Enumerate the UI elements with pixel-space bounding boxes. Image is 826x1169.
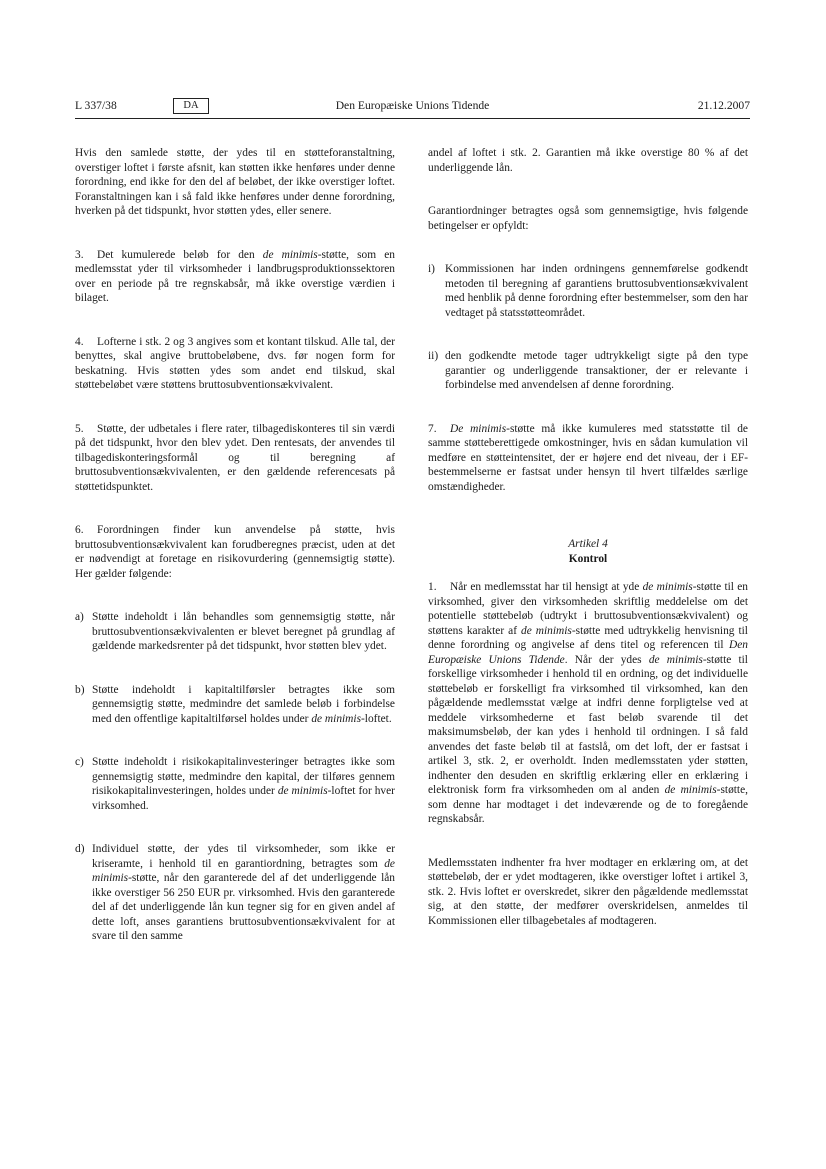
paragraph-number: 6. bbox=[75, 524, 84, 536]
paragraph-kontrol-2: Medlemsstaten indhenter fra hver modtager en erklæring om, at det støttebeløb, der er ydet modtageren, ikke overstiger loftet i artikel 3, stk. 2. Hvis loftet er overskredet, sikrer den pågældende medlemsstat sig, at den støtte, der medfører overskridelsen, anmeldes til Kommissionen eller tilbagebetales af modtageren. bbox=[428, 856, 748, 927]
paragraph-kontrol-1: 1. Når en medlemsstat har til hensigt at yde de minimis-støtte til en virksomhed, giver den virksomheden skriftlig meddelelse om det potentielle støttebeløb (udtrykt i bruttosubventionsækvivalent) og støttens karakter af de minimis-støtte med udtrykkelig henvisning til denne forordning og angivelse af dens titel og referencen til Den Europæiske Unions Tidende. Når der ydes de minimis-støtte til forskellige virksomheder i henhold til en ordning, og det individuelle støttebeløb er forskelligt fra virksomhed til virksomhed, kan den pågældende medlemsstat vælge at indfri denne forpligtelse ved at meddele virksomhederne et fast beløb svarende til det maksimumsbeløb, der kan ydes i henhold til ordningen. I så fald anvendes det faste beløb til at fastslå, om det loft, der er fastsat i artikel 3, stk. 2, er overholdt. Inden medlemsstaten yder støtten, indhenter den desuden en skriftlig erklæring eller en erklæring i elektronisk form fra virksomheden om al anden de minimis-støtte, som denne har modtaget i det indeværende og de to foregående regnskabsår. bbox=[428, 581, 748, 825]
left-column bbox=[75, 146, 395, 944]
article-number: Artikel 4 bbox=[568, 538, 608, 550]
paragraph-4: 4. Lofterne i stk. 2 og 3 angives som et kontant tilskud. Alle tal, der benyttes, skal angive bruttobeløbene, dvs. før nogen form for beskatning. Hvis støtten ydes som andet end tilskud, skal støttebeløbet være støttens bruttosubventionsækvivalent. bbox=[75, 335, 395, 391]
publication-date: 21.12.2007 bbox=[697, 99, 750, 112]
paragraph-number: 1. bbox=[428, 581, 437, 593]
page-header bbox=[75, 99, 750, 115]
paragraph-garantiordninger: Garantiordninger betragtes også som gennemsigtige, hvis følgende betingelser er opfyldt: bbox=[428, 205, 748, 232]
list-item-ii: ii) den godkendte metode tager udtrykkeligt sigte på den type garantier og underliggende transaktioner, der er relevante i forbindelse med anvendelsen af denne forordning. bbox=[428, 350, 748, 391]
article-heading: Kontrol bbox=[568, 552, 608, 565]
paragraph-number: 4. bbox=[75, 335, 84, 348]
language-badge: DA bbox=[173, 98, 209, 114]
journal-title: Den Europæiske Unions Tidende bbox=[335, 99, 490, 112]
paragraph-continuation: andel af loftet i stk. 2. Garantien må ikke overstige 80 % af det underliggende lån. bbox=[428, 147, 748, 174]
paragraph-7: 7. De minimis-støtte må ikke kumuleres med statsstøtte til de samme støtteberettigede omkostninger, hvis en sådan kumulation vil medføre en støtteintensitet, der er højere end det niveau, der i EF-bestemmelserne er fastsat under hensyn til hvert tilfældes særlige omstændigheder. bbox=[428, 422, 748, 493]
page-reference: L 337/38 bbox=[75, 99, 117, 112]
paragraph-6: 6. Forordningen finder kun anvendelse på støtte, hvis bruttosubventionsækvivalent kan forudberegnes præcist, uden at det er nødvendigt at foretage en risikovurdering (gennemsigtig støtte). Her gælder følgende: bbox=[75, 524, 395, 580]
list-item-b: b) Støtte indeholdt i kapitaltilførsler betragtes ikke som gennemsigtig støtte, medmindre det samlede beløb i forbindelse med den offentlige kapitaltilførsel holdes under de minimis-loftet. bbox=[75, 683, 395, 725]
paragraph-number: 3. bbox=[75, 248, 84, 261]
list-item-d: d) Individuel støtte, der ydes til virksomheder, som ikke er kriseramte, i henhold til en garantiordning, betragtes som de minimis-støtte, når den garanterede del af det underliggende lån ikke overstiger 56 250 EUR pr. virksomhed. Hvis den garanterede del af det underliggende lån kun tegner sig for en given andel af dette loft, anses garantiens bruttosubventionsækvivalent for at svare til den samme bbox=[75, 843, 395, 942]
right-column bbox=[428, 146, 748, 928]
header-rule bbox=[75, 118, 750, 119]
paragraph-5: 5. Støtte, der udbetales i flere rater, tilbagediskonteres til sin værdi på det tidspunkt, hvor den blev ydet. Den rentesats, der anvendes til tilbagediskonteringsformål og til beregning af bruttosubventionsækvivalenten, er den gældende referencesats på støttetidspunktet. bbox=[75, 422, 395, 493]
paragraph-loft: Hvis den samlede støtte, der ydes til en støtteforanstaltning, overstiger loftet i første afsnit, kan støtten ikke henføres under denne forordning, end ikke for den del af beløbet, der ikke overstiger loftet. Foranstaltningen kan i så fald ikke henføres under denne forordning, hverken på det tidspunkt, hvor støtten ydes, eller senere. bbox=[75, 147, 395, 217]
paragraph-number: 5. bbox=[75, 422, 84, 435]
paragraph-3: 3. Det kumulerede beløb for den de minimis-støtte, som en medlemsstat yder til virksomheder i landbrugsproduktionssektoren over en periode på tre regnskabsår, må ikke overstige værdien i bilaget. bbox=[75, 248, 395, 304]
list-item-i: i) Kommissionen har inden ordningens gennemførelse godkendt metoden til beregning af garantiens bruttosubventionsækvivalent med henblik på denne forordning efter bestemmelser, som den har vedtaget på statsstøtteområdet. bbox=[428, 263, 748, 319]
list-item-c: c) Støtte indeholdt i risikokapitalinvesteringer betragtes ikke som gennemsigtig støtte, medmindre den kapital, der tilføres gennem risikokapitalinvesteringen, holdes under de minimis-loftet for hver virksomhed. bbox=[75, 756, 395, 812]
list-item-a: a) Støtte indeholdt i lån behandles som gennemsigtig støtte, når bruttosubventionsækvivalenten er blevet beregnet på grundlag af gældende markedsrenter på det tidspunkt, hvor støtten blev ydet. bbox=[75, 611, 395, 652]
paragraph-number: 7. bbox=[428, 422, 437, 435]
